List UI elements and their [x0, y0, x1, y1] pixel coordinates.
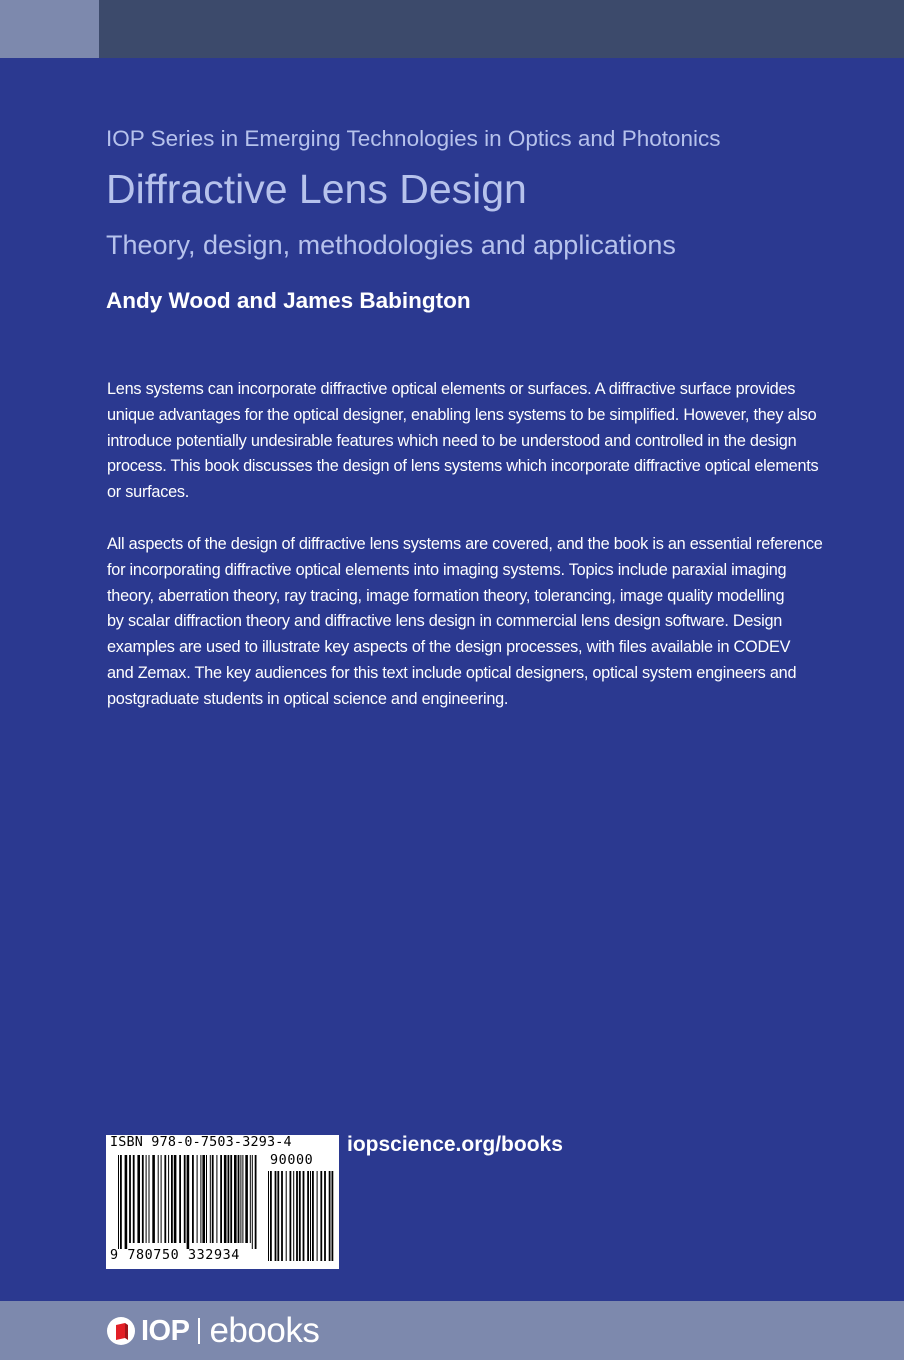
- barcode-bar: [238, 1155, 240, 1243]
- barcode-bar: [240, 1155, 241, 1243]
- isbn-label: ISBN 978-0-7503-3293-4: [110, 1135, 292, 1150]
- blurb-line: postgraduate students in optical science and engineering.: [107, 689, 509, 708]
- barcode-bar: [192, 1155, 194, 1243]
- barcode-bar: [171, 1155, 173, 1243]
- barcode-bar: [206, 1155, 207, 1243]
- addon-barcode-bars: [268, 1171, 333, 1261]
- barcode-bar: [252, 1155, 253, 1249]
- barcode-bar: [281, 1171, 283, 1261]
- book-subtitle: Theory, design, methodologies and applications: [106, 230, 676, 260]
- barcode-bar: [118, 1155, 119, 1249]
- barcode-bar: [329, 1171, 331, 1261]
- barcode-bar: [142, 1155, 144, 1243]
- barcode-bar: [268, 1171, 269, 1261]
- barcode-bar: [286, 1171, 287, 1261]
- barcode-bar: [212, 1155, 214, 1243]
- series-name: IOP Series in Emerging Technologies in Optics and Photonics: [106, 126, 721, 151]
- iop-ebooks-logo: [106, 1313, 319, 1349]
- blurb-line: and Zemax. The key audiences for this text include optical designers, optical system engineers and: [107, 663, 797, 682]
- blurb-line: process. This book discusses the design of lens systems which incorporate diffractive optical elements: [107, 457, 819, 476]
- barcode-bar: [158, 1155, 159, 1243]
- ean-digits: 9 780750 332934: [110, 1248, 240, 1263]
- barcode-bar: [149, 1155, 150, 1243]
- barcode-bar: [179, 1155, 181, 1243]
- barcode-bar: [293, 1171, 294, 1261]
- blurb-line: theory, aberration theory, ray tracing, image formation theory, tolerancing, image quality modelling: [107, 586, 785, 605]
- barcode-bar: [174, 1155, 177, 1243]
- book-authors: Andy Wood and James Babington: [106, 288, 471, 313]
- barcode-bar: [216, 1155, 217, 1243]
- barcode-bar: [255, 1155, 257, 1249]
- top-band-accent: [0, 0, 99, 58]
- barcode-bar: [296, 1171, 298, 1261]
- top-band: [0, 0, 904, 58]
- blurb-line: examples are used to illustrate key aspects of the design processes, with files available in CODEV: [107, 638, 791, 657]
- logo-divider: [198, 1318, 200, 1344]
- iop-wordmark: IOP: [141, 1314, 190, 1347]
- barcode-bar: [168, 1155, 169, 1243]
- barcode-bar: [270, 1171, 272, 1261]
- barcode-bar: [312, 1171, 314, 1261]
- barcode-bar: [133, 1155, 135, 1243]
- barcode-bar: [220, 1155, 222, 1243]
- barcode-bar: [324, 1171, 326, 1261]
- footer-band: [0, 1301, 904, 1360]
- barcode-bar: [320, 1171, 322, 1261]
- barcode-bar: [129, 1155, 131, 1243]
- blurb-line: or surfaces.: [107, 483, 190, 502]
- blurb-paragraph-1: [107, 377, 852, 506]
- blurb-line: unique advantages for the optical designer, enabling lens systems to be simplified. However, they also: [107, 405, 817, 424]
- barcode-bar: [277, 1171, 279, 1261]
- blurb-line: introduce potentially undesirable features which need to be understood and controlled in the design: [107, 431, 797, 450]
- barcode-bar: [242, 1155, 243, 1243]
- barcode-bar: [202, 1155, 205, 1243]
- website-link[interactable]: iopscience.org/books: [347, 1133, 563, 1156]
- barcode-bar: [228, 1155, 230, 1243]
- barcode-bar: [146, 1155, 147, 1243]
- barcode-bar: [224, 1155, 227, 1243]
- blurb-paragraph-2: [107, 532, 852, 713]
- barcode-bar: [187, 1155, 190, 1249]
- barcode-bar: [200, 1155, 201, 1243]
- blurb-line: All aspects of the design of diffractive lens systems are covered, and the book is an essential reference: [107, 535, 823, 553]
- main-barcode-bars: [118, 1155, 257, 1249]
- barcode-bar: [234, 1155, 237, 1243]
- barcode-bar: [317, 1171, 318, 1261]
- addon-digits: 90000: [270, 1153, 314, 1168]
- barcode-bar: [137, 1155, 140, 1243]
- barcode-bar: [303, 1171, 305, 1261]
- blurb-line: by scalar diffraction theory and diffractive lens design in commercial lens design software. Design: [107, 612, 783, 631]
- blurb-line: for incorporating diffractive optical elements into imaging systems. Topics include paraxial imaging: [107, 560, 787, 579]
- barcode-bar: [210, 1155, 211, 1243]
- barcode-bar: [230, 1155, 232, 1243]
- barcode-bar: [197, 1155, 198, 1243]
- barcode-bar: [275, 1171, 277, 1261]
- isbn-barcode: [106, 1135, 339, 1269]
- ebooks-wordmark: ebooks: [209, 1311, 320, 1350]
- barcode-bar: [184, 1155, 186, 1243]
- barcode-bar: [332, 1171, 334, 1261]
- barcode-bar: [161, 1155, 162, 1243]
- barcode-bar: [299, 1171, 301, 1261]
- barcode-bar: [290, 1171, 292, 1261]
- barcode-bar: [250, 1155, 251, 1243]
- book-title: Diffractive Lens Design: [106, 166, 527, 212]
- blurb-line: Lens systems can incorporate diffractive optical elements or surfaces. A diffractive surface provides: [107, 380, 796, 398]
- barcode-bar: [245, 1155, 248, 1243]
- barcode-bar: [120, 1155, 122, 1249]
- barcode-bar: [307, 1171, 309, 1261]
- barcode-bar: [125, 1155, 128, 1249]
- iop-logo-icon: [106, 1316, 136, 1346]
- barcode-bar: [152, 1155, 155, 1243]
- barcode-bar: [310, 1171, 311, 1261]
- barcode-bar: [164, 1155, 166, 1243]
